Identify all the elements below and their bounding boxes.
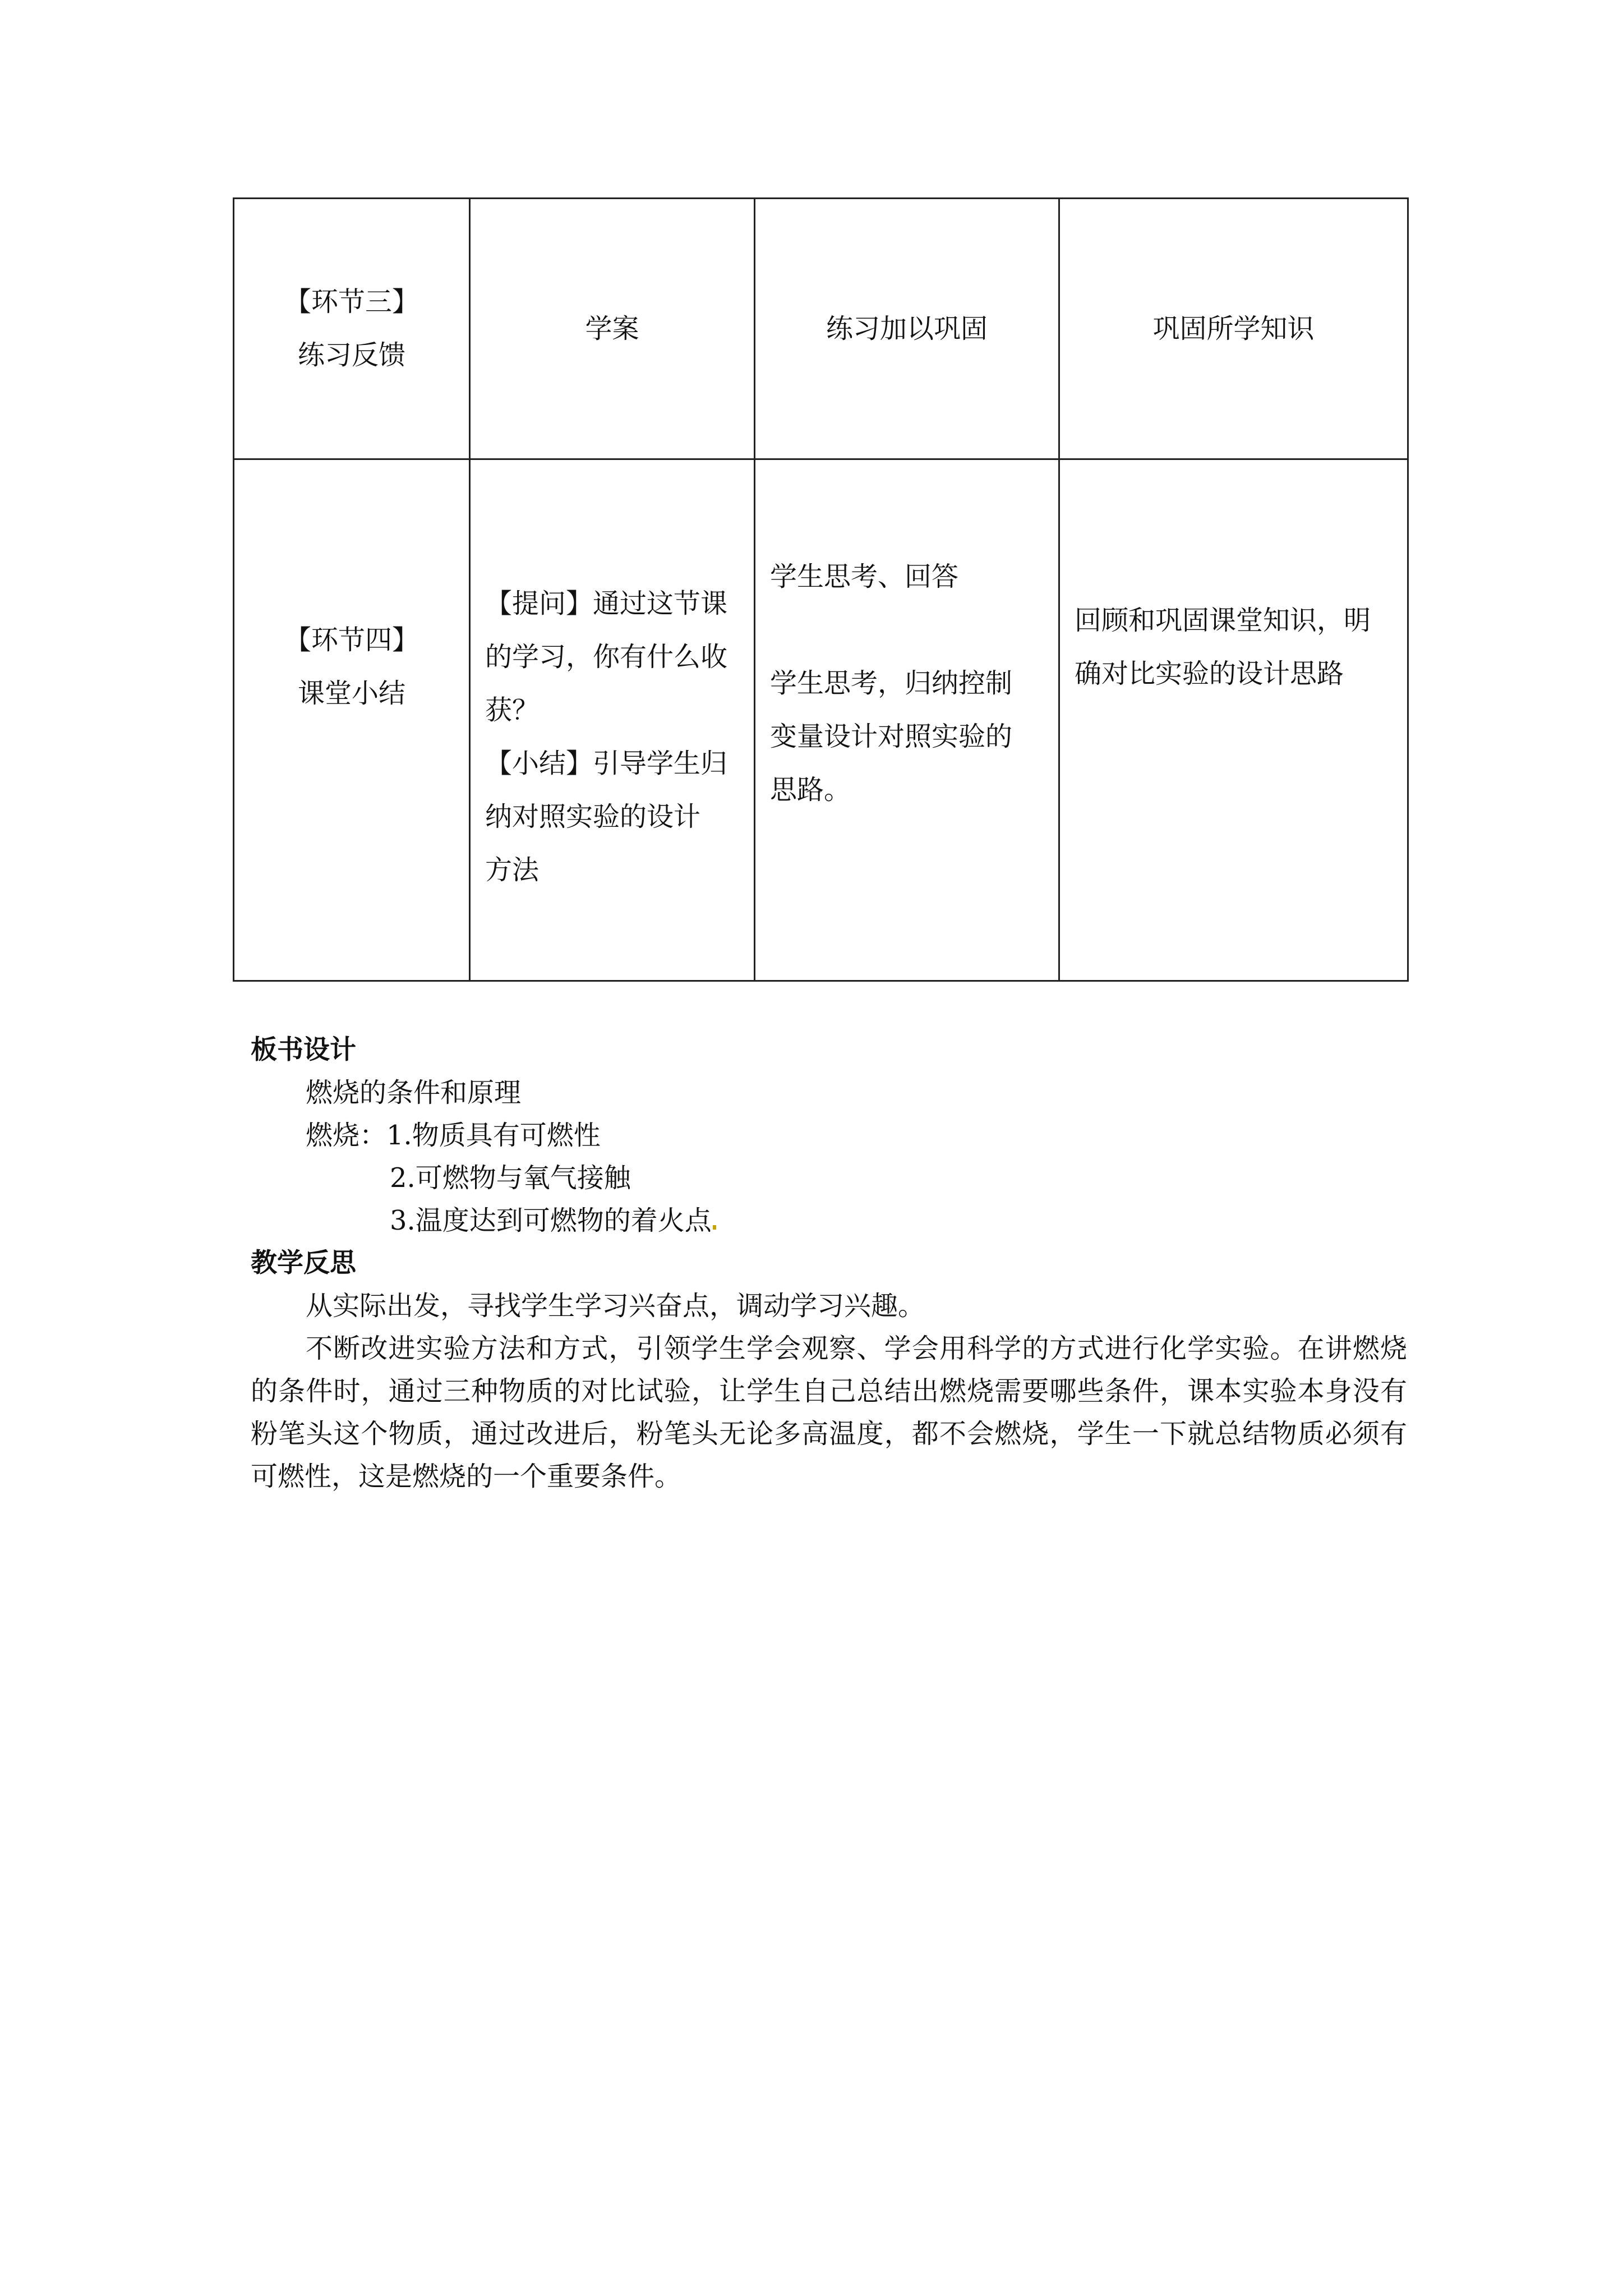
board-title: 燃烧的条件和原理 — [306, 1077, 522, 1108]
stage-four-intent-cell — [1059, 459, 1408, 981]
stage-three-teacher-cell — [470, 199, 755, 459]
blank-line — [770, 604, 1044, 657]
reflection-heading: 教学反思 — [251, 1248, 356, 1278]
stage-three-intent: 巩固所学知识 — [1152, 312, 1315, 344]
board-item-2: 2.可燃物与氧气接触 — [390, 1162, 631, 1194]
stage-three-teacher: 学案 — [585, 312, 639, 344]
document-body — [251, 1029, 1407, 1498]
teacher-line: 的学习，你有什么收 — [485, 641, 728, 673]
yellow-speck — [713, 1225, 716, 1230]
table-row-stage-four — [234, 459, 1408, 981]
student-line: 思路。 — [770, 774, 851, 806]
board-item-1: 燃烧：1.物质具有可燃性 — [306, 1120, 601, 1151]
stage-three-intent-cell — [1059, 199, 1408, 459]
reflection-paragraph-1: 从实际出发，寻找学生学习兴奋点，调动学习兴趣。 — [306, 1290, 925, 1322]
stage-four-name: 课堂小结 — [297, 677, 405, 709]
student-line: 学生思考、回答 — [770, 561, 959, 592]
board-item-3: 3.温度达到可燃物的着火点 — [390, 1205, 712, 1236]
stage-three-cell — [234, 199, 470, 459]
reflection-paragraph-2: 不断改进实验方法和方式，引领学生学会观察、学会用科学的方式进行化学实验。在讲燃烧的条件时，通过三种物质的对比试验，让学生自己总结出燃烧需要哪些条件，课本实验本身没有粉笔头这个物质，通过改进后，粉笔头无论多高温度，都不会燃烧，学生一下就总结物质必须有可燃性，这是燃烧的一个重要条件。 — [251, 1333, 1407, 1492]
intent-line: 确对比实验的设计思路 — [1075, 657, 1344, 689]
teacher-line: 方法 — [485, 854, 540, 886]
stage-three-student: 练习加以巩固 — [826, 312, 988, 344]
student-line: 学生思考，归纳控制 — [770, 668, 1013, 699]
board-item-3-line — [251, 1199, 1407, 1242]
teacher-line: 获？ — [485, 694, 540, 726]
stage-three-name: 练习反馈 — [297, 339, 405, 371]
stage-four-student-cell — [755, 459, 1059, 981]
stage-four-teacher-cell — [470, 459, 755, 981]
student-line: 变量设计对照实验的 — [770, 721, 1013, 752]
intent-line: 回顾和巩固课堂知识，明 — [1075, 604, 1371, 636]
lesson-procedure-table — [233, 197, 1409, 982]
teacher-line: 纳对照实验的设计 — [485, 800, 701, 832]
teacher-line: 【小结】引导学生归 — [485, 747, 728, 779]
stage-three-student-cell — [755, 199, 1059, 459]
stage-four-cell — [234, 459, 470, 981]
board-design-heading: 板书设计 — [251, 1034, 356, 1065]
stage-three-tag: 【环节三】 — [284, 286, 419, 318]
table-row-stage-three — [234, 199, 1408, 459]
stage-four-tag: 【环节四】 — [284, 624, 419, 656]
teacher-line: 【提问】通过这节课 — [485, 587, 728, 619]
